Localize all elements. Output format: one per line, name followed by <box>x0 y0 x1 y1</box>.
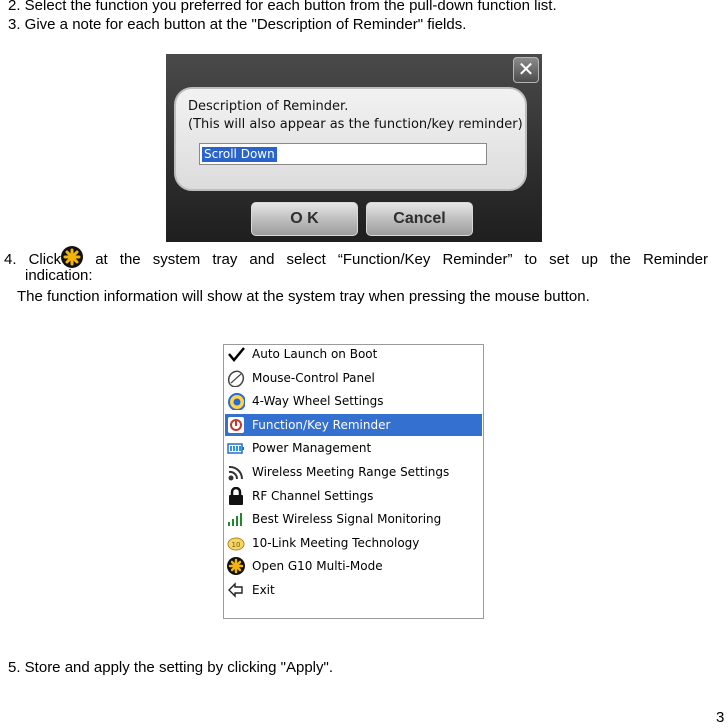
exit-icon <box>227 581 245 599</box>
ok-button[interactable]: O K <box>251 202 358 236</box>
step-4-note: The function information will show at the system tray when pressing the mouse button. <box>17 288 590 305</box>
description-input[interactable] <box>199 143 487 165</box>
step-4-continuation: indication: <box>25 267 93 284</box>
menu-item[interactable] <box>225 414 482 436</box>
step-2: 2. Select the function you preferred for each button from the pull-down function list. <box>8 0 557 14</box>
menu-item-label: Wireless Meeting Range Settings <box>252 465 450 479</box>
battery-icon <box>227 439 245 457</box>
tray-menu <box>223 344 484 619</box>
menu-item-label: Best Wireless Signal Monitoring <box>252 512 442 527</box>
wheel-icon <box>227 392 245 410</box>
menu-item[interactable] <box>225 343 482 365</box>
menu-item[interactable] <box>225 485 482 507</box>
menu-item-label: 10-Link Meeting Technology <box>252 535 420 550</box>
menu-item[interactable] <box>225 555 482 577</box>
menu-item[interactable] <box>225 367 482 389</box>
mouse-icon <box>227 369 245 387</box>
page-number: 3 <box>716 709 725 726</box>
lock-icon <box>227 487 245 505</box>
menu-item-label: Auto Launch on Boot <box>252 347 378 361</box>
step-4 <box>4 246 708 269</box>
reminder-icon <box>227 416 245 434</box>
menu-item-label: RF Channel Settings <box>252 488 374 503</box>
link-icon <box>227 534 245 552</box>
signal-icon <box>227 510 245 528</box>
menu-item-label: Open G10 Multi-Mode <box>252 559 383 574</box>
close-button[interactable]: ✕ <box>513 57 539 83</box>
step-5: 5. Store and apply the setting by clicking "Apply". <box>8 659 333 676</box>
menu-item[interactable] <box>225 532 482 554</box>
menu-item-label: Mouse-Control Panel <box>252 370 375 385</box>
menu-item[interactable] <box>225 461 482 483</box>
menu-item[interactable] <box>225 390 482 412</box>
g10-icon <box>227 557 245 575</box>
checkmark-icon <box>227 345 245 363</box>
reminder-dialog <box>166 54 542 242</box>
menu-item-label: 4-Way Wheel Settings <box>252 394 384 409</box>
menu-item[interactable] <box>225 508 482 530</box>
tray-g10-icon <box>61 246 83 268</box>
step-4-prefix: 4. Click <box>4 251 62 268</box>
menu-item[interactable] <box>225 437 482 459</box>
description-hint: (This will also appear as the function/key reminder) <box>188 117 523 132</box>
menu-item[interactable] <box>225 579 482 601</box>
cancel-button[interactable]: Cancel <box>366 202 473 236</box>
step-4-text: at the system tray and select “Function/Key Reminder” to set up the Reminder <box>95 251 708 268</box>
menu-item-label: Function/Key Reminder <box>252 417 391 432</box>
description-input-value: Scroll Down <box>204 147 275 161</box>
step-3: 3. Give a note for each button at the "Description of Reminder" fields. <box>8 16 467 33</box>
svg-text:10: 10 <box>231 540 241 549</box>
menu-item-label: Power Management <box>252 441 372 456</box>
menu-item-label: Exit <box>252 583 275 597</box>
description-label: Description of Reminder. <box>188 99 349 114</box>
wireless-icon <box>227 463 245 481</box>
